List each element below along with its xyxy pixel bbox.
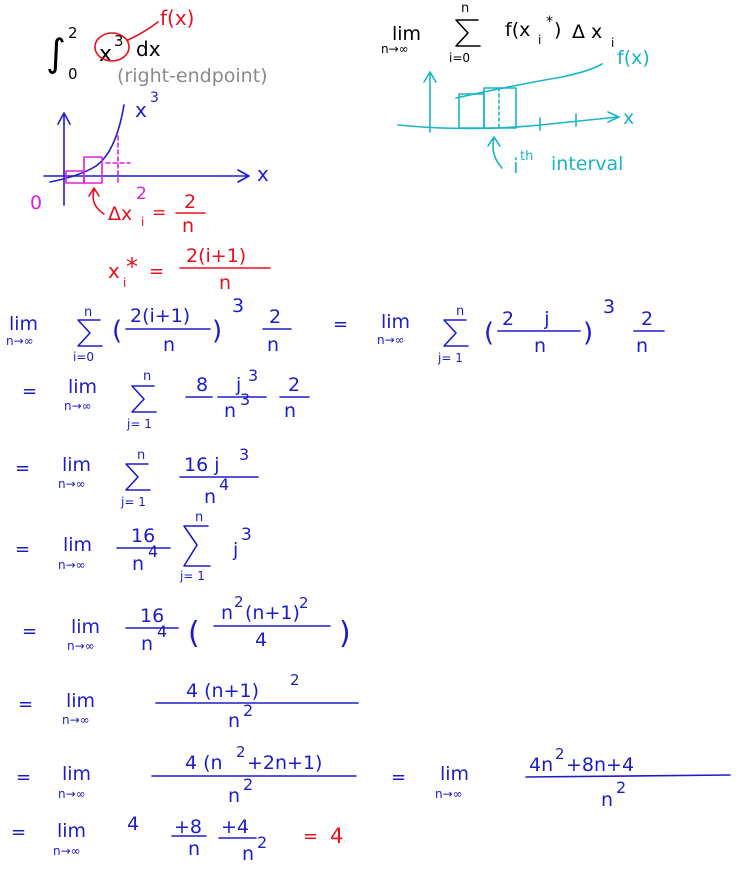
step1-dx-den: n — [267, 334, 280, 356]
step1-paren-close: ) — [212, 316, 223, 346]
step4-lim: lim — [63, 534, 93, 556]
def-lim: lim — [392, 23, 422, 45]
step7-eq2: = — [391, 767, 407, 788]
sample-den: n — [219, 272, 232, 294]
step2-den2: n — [224, 400, 237, 422]
riemann-sketch — [398, 47, 650, 178]
step5-num-a: n — [221, 602, 234, 624]
step-8 — [11, 813, 343, 865]
step-2 — [22, 366, 309, 431]
step-7 — [16, 743, 730, 811]
step1-dx-num: 2 — [269, 306, 282, 328]
step4-sigma — [184, 526, 210, 566]
step1-lim-sub: n→∞ — [6, 334, 34, 348]
integral-sign: ∫ — [46, 31, 66, 75]
step4-coef-num: 16 — [131, 525, 156, 547]
sketch-x-label: x — [623, 107, 635, 129]
def-term-close: ) — [554, 19, 562, 41]
step1-sigma — [78, 320, 102, 346]
step2-num3: 2 — [288, 374, 301, 396]
step5-den: 4 — [255, 629, 268, 651]
step2-lim-sub: n→∞ — [64, 399, 92, 413]
sample-star: * — [126, 253, 138, 281]
step5-num-b: (n+1) — [245, 602, 300, 624]
def-sigma — [456, 20, 480, 46]
step7-num-b: +2n+1) — [247, 752, 323, 774]
step3-sigma — [126, 464, 150, 490]
step2-den2-pow: 3 — [240, 390, 251, 409]
step3-den-pow: 4 — [219, 475, 230, 494]
step4-eq: = — [15, 539, 31, 560]
interval-note-word: interval — [551, 153, 624, 175]
step1r-num: 2 j — [502, 308, 550, 330]
sketch-x-axis — [398, 117, 618, 129]
step1-num: 2(i+1) — [130, 305, 191, 327]
graph-curve-x-cubed — [50, 105, 124, 182]
step7-lim-sub: n→∞ — [58, 787, 86, 801]
step1r-dx-den: n — [636, 335, 649, 357]
step8-t3-num: +4 — [221, 816, 250, 838]
step7-den: n — [228, 785, 241, 807]
result-value: 4 — [330, 824, 344, 848]
step4-term-pow: 3 — [241, 525, 252, 545]
step2-eq: = — [22, 381, 38, 402]
step2-lim: lim — [68, 376, 98, 398]
step3-lim: lim — [62, 454, 92, 476]
step8-lim: lim — [57, 820, 87, 842]
step-3 — [15, 445, 258, 509]
interval-note-th: th — [520, 149, 534, 164]
step5-lim: lim — [71, 616, 101, 638]
step8-t2-den: n — [188, 838, 201, 860]
sample-eq: = — [149, 261, 165, 282]
step5-lim-sub: n→∞ — [67, 639, 95, 653]
step1-paren-open: ( — [112, 316, 123, 346]
sketch-f-label: f(x) — [617, 47, 650, 69]
step3-eq: = — [15, 458, 31, 479]
step7-lim2: lim — [440, 763, 470, 785]
step2-sum-top: n — [143, 369, 152, 384]
sketch-rect-1 — [459, 94, 484, 128]
step4-sum-bottom: j= 1 — [180, 569, 205, 583]
step1r-paren-open: ( — [484, 318, 495, 348]
riemann-definition — [381, 1, 614, 65]
delta-x-eq: = — [152, 203, 167, 223]
step2-sigma — [132, 386, 156, 412]
step7-bar2 — [526, 775, 730, 777]
step7-num2-b: +8n+4 — [566, 754, 635, 776]
step4-coef-den: n — [132, 553, 145, 575]
step5-num-a-pow: 2 — [234, 593, 244, 611]
step1-eq: = — [333, 314, 349, 335]
interval-pointer-arrow — [488, 137, 502, 168]
step1r-den: n — [534, 335, 547, 357]
integral-lower-limit: 0 — [68, 65, 78, 83]
graph-x-label: x — [257, 162, 269, 186]
step1r-power: 3 — [603, 296, 616, 318]
step1r-dx-num: 2 — [641, 308, 654, 330]
step3-lim-sub: n→∞ — [58, 477, 86, 491]
step7-den-pow: 2 — [243, 775, 254, 794]
step8-t1: 4 — [127, 813, 140, 835]
step2-den3: n — [284, 400, 297, 422]
delta-x-den: n — [182, 215, 195, 237]
def-delta: Δ x — [572, 21, 603, 43]
sample-point-def — [108, 245, 270, 294]
step7-num-a-pow: 2 — [236, 743, 246, 761]
step5-num-b-pow: 2 — [299, 594, 309, 612]
step8-t3-den-pow: 2 — [257, 833, 268, 852]
step7-lim: lim — [62, 763, 92, 785]
step-6 — [18, 671, 358, 732]
integrand-x: x — [99, 42, 113, 67]
sketch-rect-2 — [484, 88, 516, 128]
sample-num: 2(i+1) — [186, 245, 247, 267]
delta-x-label: Δx — [108, 203, 133, 225]
step5-coef-den-pow: 4 — [157, 622, 168, 641]
graph-right-end-label: 2 — [136, 184, 147, 204]
def-term-sub: i — [538, 33, 542, 47]
sketch-curve — [456, 64, 602, 98]
graph-curve-power: 3 — [150, 90, 159, 106]
step1r-sum-bottom: j= 1 — [438, 351, 463, 365]
sample-sub: i — [123, 276, 127, 290]
def-delta-sub: i — [611, 36, 615, 50]
step4-coef-den-pow: 4 — [148, 542, 159, 561]
step3-den: n — [204, 486, 217, 508]
step5-paren-open: ( — [188, 616, 200, 651]
step7-num2-a-pow: 2 — [555, 745, 565, 763]
integrand-f-label: f(x) — [160, 6, 195, 30]
step2-num2: j — [236, 374, 242, 396]
step3-sum-top: n — [137, 448, 146, 463]
sample-x: x — [108, 259, 120, 283]
x-cubed-sketch — [30, 90, 269, 237]
differential-dx: dx — [136, 37, 161, 61]
step1r-sum-top: n — [456, 304, 465, 319]
delta-pointer-arrow — [89, 188, 104, 214]
step5-paren-close: ) — [339, 616, 351, 651]
step8-lim-sub: n→∞ — [53, 844, 81, 858]
step5-coef-den: n — [141, 633, 154, 655]
integral-upper-limit: 2 — [68, 24, 78, 42]
step6-num: 4 (n+1) — [186, 680, 260, 702]
step1r-lim: lim — [381, 311, 411, 333]
def-sum-top: n — [461, 1, 470, 16]
step8-t3-den: n — [242, 843, 255, 865]
graph-curve-label: x — [135, 98, 147, 122]
step6-lim-sub: n→∞ — [62, 713, 90, 727]
step5-coef-num: 16 — [140, 605, 165, 627]
step3-num-pow: 3 — [239, 445, 250, 464]
step-1 — [6, 295, 664, 365]
step5-eq: = — [22, 621, 38, 642]
step6-den-pow: 2 — [243, 701, 254, 720]
step6-num-pow: 2 — [290, 671, 300, 689]
step3-sum-bottom: j= 1 — [121, 495, 146, 509]
step7-num2-a: 4n — [529, 754, 554, 776]
method-note: (right-endpoint) — [117, 65, 268, 87]
step6-eq: = — [18, 694, 34, 715]
step1r-sigma — [444, 320, 468, 346]
step4-lim-sub: n→∞ — [58, 558, 86, 572]
step4-sum-top: n — [195, 510, 204, 525]
step1-power: 3 — [232, 295, 245, 317]
step2-num1: 8 — [196, 374, 209, 396]
step7-eq: = — [16, 767, 32, 788]
step6-lim: lim — [66, 690, 96, 712]
step-4 — [15, 510, 252, 583]
interval-note-i: i — [513, 154, 519, 178]
result-eq: = — [303, 826, 319, 847]
step7-den2-pow: 2 — [616, 778, 627, 797]
step3-num: 16 j — [184, 454, 220, 476]
step1r-lim-sub: n→∞ — [377, 333, 405, 347]
step7-lim2-sub: n→∞ — [435, 787, 463, 801]
step-5 — [22, 593, 351, 655]
step1-den: n — [163, 334, 176, 356]
step4-term: j — [233, 539, 239, 561]
def-lim-sub: n→∞ — [381, 42, 409, 56]
graph-origin-label: 0 — [30, 192, 43, 214]
step6-den: n — [228, 710, 241, 732]
step1-sum-bottom: i=0 — [73, 350, 95, 364]
step8-eq: = — [11, 822, 27, 843]
def-sum-bottom: i=0 — [449, 51, 471, 65]
graph-rect-2 — [84, 157, 102, 183]
integrand-power: 3 — [114, 32, 124, 50]
def-term: f(x — [505, 19, 531, 41]
step8-t2-num: +8 — [174, 816, 203, 838]
delta-x-sub: i — [141, 215, 145, 229]
step1-lim: lim — [9, 313, 39, 335]
step1r-paren-close: ) — [583, 318, 594, 348]
step7-num-a: 4 (n — [185, 752, 223, 774]
step2-sum-bottom: j= 1 — [127, 417, 152, 431]
step2-num2-pow: 3 — [248, 366, 259, 385]
def-term-star: * — [546, 14, 553, 30]
delta-x-num: 2 — [184, 191, 197, 213]
step1-sum-top: n — [84, 305, 93, 320]
step7-den2: n — [601, 789, 614, 811]
